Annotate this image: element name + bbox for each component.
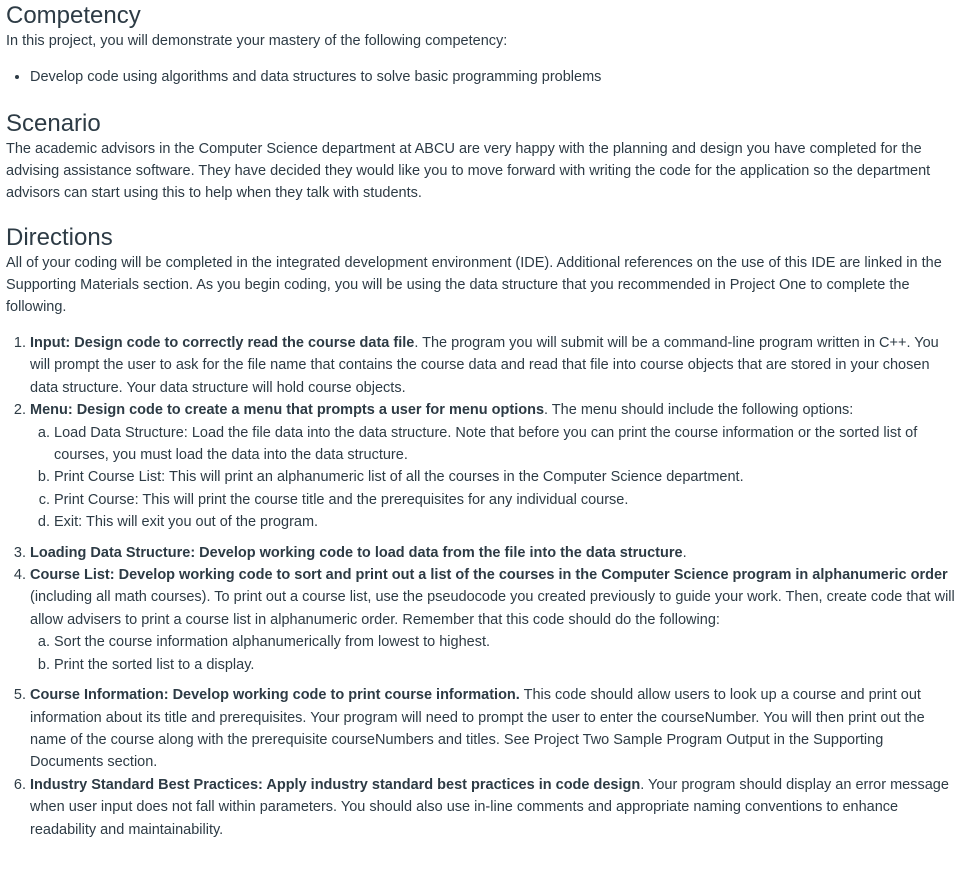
competency-heading: Competency [6,2,141,29]
competency-list [6,66,959,88]
directions-heading: Directions [6,224,113,251]
menu-option-item: a. Load Data Structure: Load the file data into the data structure. Note that before you can print the course information or the sorted list of courses, you must load the data into the data structure. [54,422,959,467]
direction-text: (including all math courses). To print out a course list, use the pseudocode you created previously to guide your work. Then, create code that will allow advisers to print a course list in alphanumeric order. Remember that this code should do the following: [30,589,955,628]
competency-item: • Develop code using algorithms and data structures to solve basic programming problems [30,66,959,88]
directions-list [6,332,959,841]
scenario-text: The academic advisors in the Computer Science department at ABCU are very happy with the planning and design you have completed for the advising assistance software. They have decided they would like you to move forward with writing the code for the application so the department advisors can start using this to help when they talk with students. [6,141,931,201]
directions-intro: All of your coding will be completed in the integrated development environment (IDE). Additional references on the use of this IDE are linked in the Supporting Materials section. As you begin coding, you will be using the data structure that you recommended in Project One to complete the following. [6,255,942,315]
direction-text: . The menu should include the following options: [544,402,854,419]
direction-text: . [682,544,687,561]
menu-option-item: b. Print Course List: This will print an alphanumeric list of all the courses in the Computer Science department. [54,466,959,488]
direction-text: . Your program should display an error message when user input does not fall within parameters. You should also use in-line comments and appropriate naming conventions to enhance readability and maintainability. [30,776,949,838]
direction-title: Industry Standard Best Practices: Apply industry standard best practices in code design [30,776,641,793]
course-list-step: a. Sort the course information alphanumerically from lowest to highest. [54,631,959,653]
direction-item-loading [30,542,959,564]
course-list-step: b. Print the sorted list to a display. [54,654,959,676]
scenario-heading: Scenario [6,110,101,137]
direction-title: Course List: Develop working code to sort and print out a list of the courses in the Computer Science program in alphanumeric order [30,567,948,584]
direction-item-course-info [30,684,959,774]
direction-title: Input: Design code to correctly read the course data file [30,335,415,351]
menu-option-item: d. Exit: This will exit you out of the program. [54,511,959,533]
scenario-section [6,110,959,204]
competency-section [6,0,959,88]
direction-title: Loading Data Structure: Develop working code to load data from the file into the data structure [30,544,683,561]
direction-item-best-practices [30,774,959,841]
direction-title: Menu: Design code to create a menu that prompts a user for menu options [30,402,545,419]
menu-option-item: c. Print Course: This will print the course title and the prerequisites for any individual course. [54,489,959,511]
direction-title: Course Information: Develop working code to print course information. [30,687,520,704]
menu-options-list [30,422,959,534]
direction-item-menu [30,399,959,541]
competency-intro: In this project, you will demonstrate your mastery of the following competency: [6,33,508,49]
course-list-steps [30,631,959,676]
directions-section [6,224,959,841]
direction-text: This code should allow users to look up a course and print out information about its title and prerequisites. Your program will need to prompt the user to enter the courseNumber. You will then print out the name of the course along with the prerequisite courseNumbers and titles. See Project Two Sample Program Output in the Supporting Documents section. [30,687,925,771]
direction-item-course-list [30,564,959,684]
direction-text: . The program you will submit will be a command-line program written in C++. You will prompt the user to ask for the file name that contains the course data and read that file into course objects that are stored in your chosen data structure. Your data structure will hold course objects. [30,335,939,396]
direction-item-input [30,332,959,399]
